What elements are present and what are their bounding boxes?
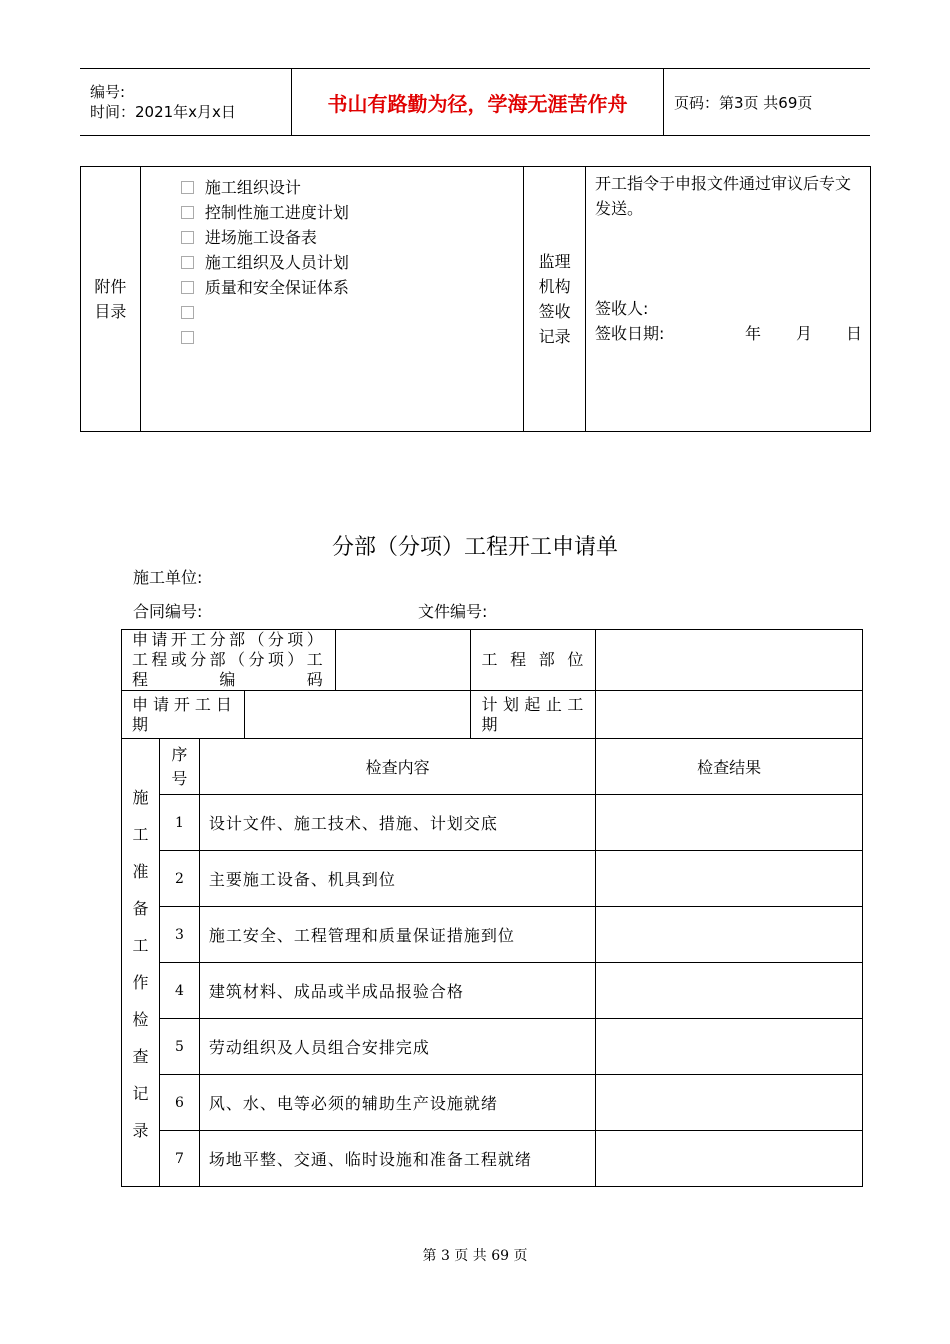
col-seq-header: 序号 (159, 739, 199, 795)
page-indicator: 页码：第3页 共69页 (664, 69, 871, 136)
page-header (80, 68, 870, 136)
plan-period-label: 计划起止工期 (471, 691, 596, 739)
project-part-label: 工程部位 (471, 630, 596, 691)
form-title: 分部（分项）工程开工申请单 (331, 535, 618, 560)
row-number: 5 (159, 1019, 199, 1075)
row-result[interactable] (596, 795, 863, 851)
row-content: 风、水、电等必须的辅助生产设施就绪 (199, 1075, 595, 1131)
checkbox[interactable] (181, 231, 194, 244)
row-number: 1 (159, 795, 199, 851)
receiver-label: 签收人: (594, 299, 649, 318)
day-label: 日 (845, 324, 862, 343)
row-result[interactable] (596, 1019, 863, 1075)
checkbox[interactable] (181, 256, 194, 269)
table-row (122, 963, 863, 1019)
row-result[interactable] (596, 907, 863, 963)
attachment-item[interactable]: 施工组织设计 (181, 175, 523, 200)
time-label: 时间：2021年x月x日 (90, 103, 236, 121)
month-label: 月 (795, 324, 812, 343)
checkbox[interactable] (181, 281, 194, 294)
section-label: 施 工 准 备 工 作 检 查 记 录 (122, 739, 160, 1187)
file-number-label: 文件编号: (418, 602, 488, 621)
row-result[interactable] (596, 1075, 863, 1131)
table-row (122, 1019, 863, 1075)
table-row (122, 907, 863, 963)
row-content: 建筑材料、成品或半成品报验合格 (199, 963, 595, 1019)
attachment-list (140, 167, 523, 432)
col-content-header: 检查内容 (199, 739, 595, 795)
row-content: 主要施工设备、机具到位 (199, 851, 595, 907)
row-result[interactable] (596, 851, 863, 907)
attachment-item[interactable] (181, 300, 523, 325)
table-row (122, 795, 863, 851)
row-content: 设计文件、施工技术、措施、计划交底 (199, 795, 595, 851)
table-row (122, 1075, 863, 1131)
table-row (122, 851, 863, 907)
col-result-header: 检查结果 (596, 739, 863, 795)
row-number: 2 (159, 851, 199, 907)
attachment-table (80, 166, 871, 432)
attachment-item[interactable]: 进场施工设备表 (181, 225, 523, 250)
supervision-record (585, 167, 870, 432)
serial-label: 编号: (90, 83, 126, 101)
unit-label: 施工单位: (133, 568, 203, 587)
contract-label: 合同编号: (133, 602, 203, 621)
receive-date-label: 签收日期: (594, 324, 665, 343)
page-footer: 第 3 页 共 69 页 (422, 1248, 528, 1264)
checkbox[interactable] (181, 331, 194, 344)
row-number: 6 (159, 1075, 199, 1131)
application-form (121, 629, 863, 1187)
row-number: 4 (159, 963, 199, 1019)
apply-project-value[interactable] (335, 630, 471, 691)
table-row (122, 1131, 863, 1187)
apply-project-label: 申请开工分部（分项）工程或分部（分项）工程编码 (122, 630, 336, 691)
header-meta (80, 69, 292, 136)
row-number: 3 (159, 907, 199, 963)
plan-period-value[interactable] (596, 691, 863, 739)
issue-note: 开工指令于申报文件通过审议后专文发送。 (594, 174, 851, 218)
attachment-item[interactable]: 控制性施工进度计划 (181, 200, 523, 225)
receive-date-row (595, 321, 862, 346)
supervision-label: 监理 机构 签收 记录 (524, 167, 586, 432)
row-content: 劳动组织及人员组合安排完成 (199, 1019, 595, 1075)
attachment-item[interactable]: 质量和安全保证体系 (181, 275, 523, 300)
checkbox[interactable] (181, 306, 194, 319)
row-content: 场地平整、交通、临时设施和准备工程就绪 (199, 1131, 595, 1187)
apply-date-label: 申请开工日期 (122, 691, 245, 739)
row-result[interactable] (596, 963, 863, 1019)
checkbox[interactable] (181, 181, 194, 194)
motto: 书山有路勤为径，学海无涯苦作舟 (292, 69, 664, 136)
row-result[interactable] (596, 1131, 863, 1187)
row-content: 施工安全、工程管理和质量保证措施到位 (199, 907, 595, 963)
checkbox[interactable] (181, 206, 194, 219)
year-label: 年 (744, 324, 761, 343)
attachment-item[interactable] (181, 325, 523, 350)
attachment-label: 附件 目录 (81, 167, 141, 432)
project-part-value[interactable] (596, 630, 863, 691)
row-number: 7 (159, 1131, 199, 1187)
attachment-item[interactable]: 施工组织及人员计划 (181, 250, 523, 275)
apply-date-value[interactable] (244, 691, 471, 739)
